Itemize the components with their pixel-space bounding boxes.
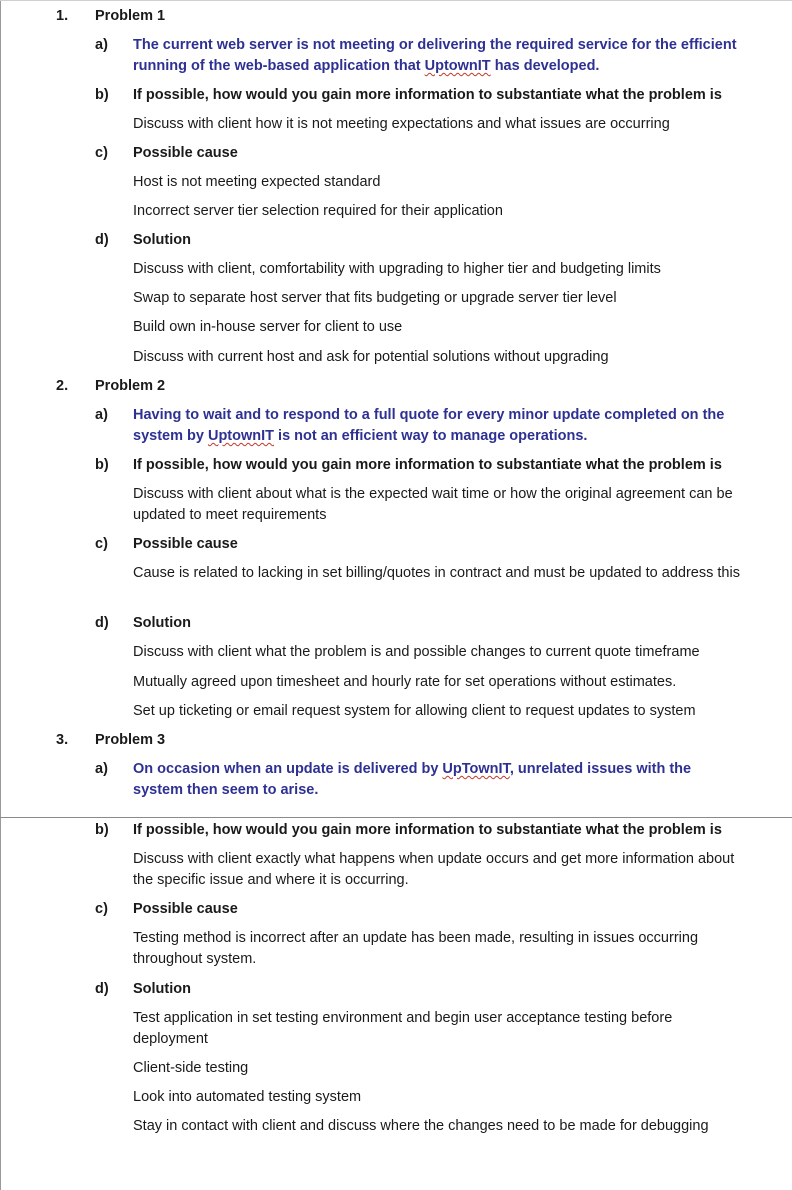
problem-2-title: Problem 2 <box>95 378 166 394</box>
problem-3-d-label: d) <box>95 981 109 997</box>
problem-3-c-label: c) <box>95 901 108 917</box>
problem-3-number: 3. <box>56 732 69 748</box>
top-border <box>0 0 792 1</box>
problem-1-c-item: Host is not meeting expected standard <box>133 174 381 190</box>
problem-3-d-item: Client-side testing <box>133 1060 249 1076</box>
problem-3-b-item: Discuss with client exactly what happens when update occurs and get more information about the specific issue and where it is occurring. <box>133 851 735 888</box>
problem-3-d-item: Look into automated testing system <box>133 1089 362 1105</box>
misspelled-word[interactable]: UptownIT <box>424 58 491 74</box>
problem-3-b-label: b) <box>95 822 109 838</box>
problem-2-b-item: Discuss with client about what is the expected wait time or how the original agreement can be updated to meet requirements <box>133 486 733 523</box>
problem-2-d-item: Mutually agreed upon timesheet and hourly rate for set operations without estimates. <box>133 674 677 690</box>
problem-3-d-item: Test application in set testing environment and begin user acceptance testing before deployment <box>133 1010 673 1047</box>
problem-1-statement: The current web server is not meeting or delivering the required service for the efficient running of the web-based application that UptownIT has developed. <box>133 37 737 74</box>
problem-2-c-heading: Possible cause <box>133 536 238 552</box>
problem-1-d-item: Discuss with current host and ask for potential solutions without upgrading <box>133 349 609 365</box>
left-border <box>0 0 1 1190</box>
problem-1-number: 1. <box>56 8 69 24</box>
problem-1-c-heading: Possible cause <box>133 145 238 161</box>
problem-2-c-label: c) <box>95 536 108 552</box>
problem-2-number: 2. <box>56 378 69 394</box>
problem-1-a-label: a) <box>95 37 108 53</box>
problem-2-d-label: d) <box>95 615 109 631</box>
problem-1-d-item: Build own in-house server for client to use <box>133 319 403 335</box>
problem-3-d-heading: Solution <box>133 981 191 997</box>
problem-2-c-item: Cause is related to lacking in set billing/quotes in contract and must be updated to address this <box>133 565 740 581</box>
problem-3-c-heading: Possible cause <box>133 901 238 917</box>
problem-1-b-label: b) <box>95 87 109 103</box>
problem-1-d-label: d) <box>95 232 109 248</box>
problem-1-b-heading: If possible, how would you gain more information to substantiate what the problem is <box>133 87 722 103</box>
problem-2-a-label: a) <box>95 407 108 423</box>
problem-3-title: Problem 3 <box>95 732 166 748</box>
problem-1-b-item: Discuss with client how it is not meeting expectations and what issues are occurring <box>133 116 670 132</box>
problem-2-b-heading: If possible, how would you gain more information to substantiate what the problem is <box>133 457 722 473</box>
problem-3-statement: On occasion when an update is delivered by UpTownIT, unrelated issues with the system then seem to arise. <box>133 761 692 798</box>
problem-1-d-heading: Solution <box>133 232 191 248</box>
problem-2-b-label: b) <box>95 457 109 473</box>
problem-1-d-item: Discuss with client, comfortability with upgrading to higher tier and budgeting limits <box>133 261 661 277</box>
problem-1-c-item: Incorrect server tier selection required for their application <box>133 203 503 219</box>
problem-3-a-label: a) <box>95 761 108 777</box>
problem-2-d-item: Set up ticketing or email request system for allowing client to request updates to system <box>133 703 696 719</box>
problem-3-d-item: Stay in contact with client and discuss where the changes need to be made for debugging <box>133 1118 709 1134</box>
problem-1-title: Problem 1 <box>95 8 166 24</box>
problem-2-d-heading: Solution <box>133 615 191 631</box>
problem-2-d-item: Discuss with client what the problem is and possible changes to current quote timeframe <box>133 644 700 660</box>
problem-3-c-item: Testing method is incorrect after an update has been made, resulting in issues occurring throughout system. <box>133 930 699 967</box>
misspelled-word[interactable]: UptownIT <box>207 428 275 444</box>
page-break-line <box>0 817 792 818</box>
misspelled-word[interactable]: UpTownIT <box>442 761 510 777</box>
problem-1-d-item: Swap to separate host server that fits budgeting or upgrade server tier level <box>133 290 617 306</box>
problem-2-statement: Having to wait and to respond to a full quote for every minor update completed on the system by UptownIT is not an efficient way to manage operations. <box>133 407 725 444</box>
problem-1-c-label: c) <box>95 145 108 161</box>
problem-3-b-heading: If possible, how would you gain more information to substantiate what the problem is <box>133 822 722 838</box>
